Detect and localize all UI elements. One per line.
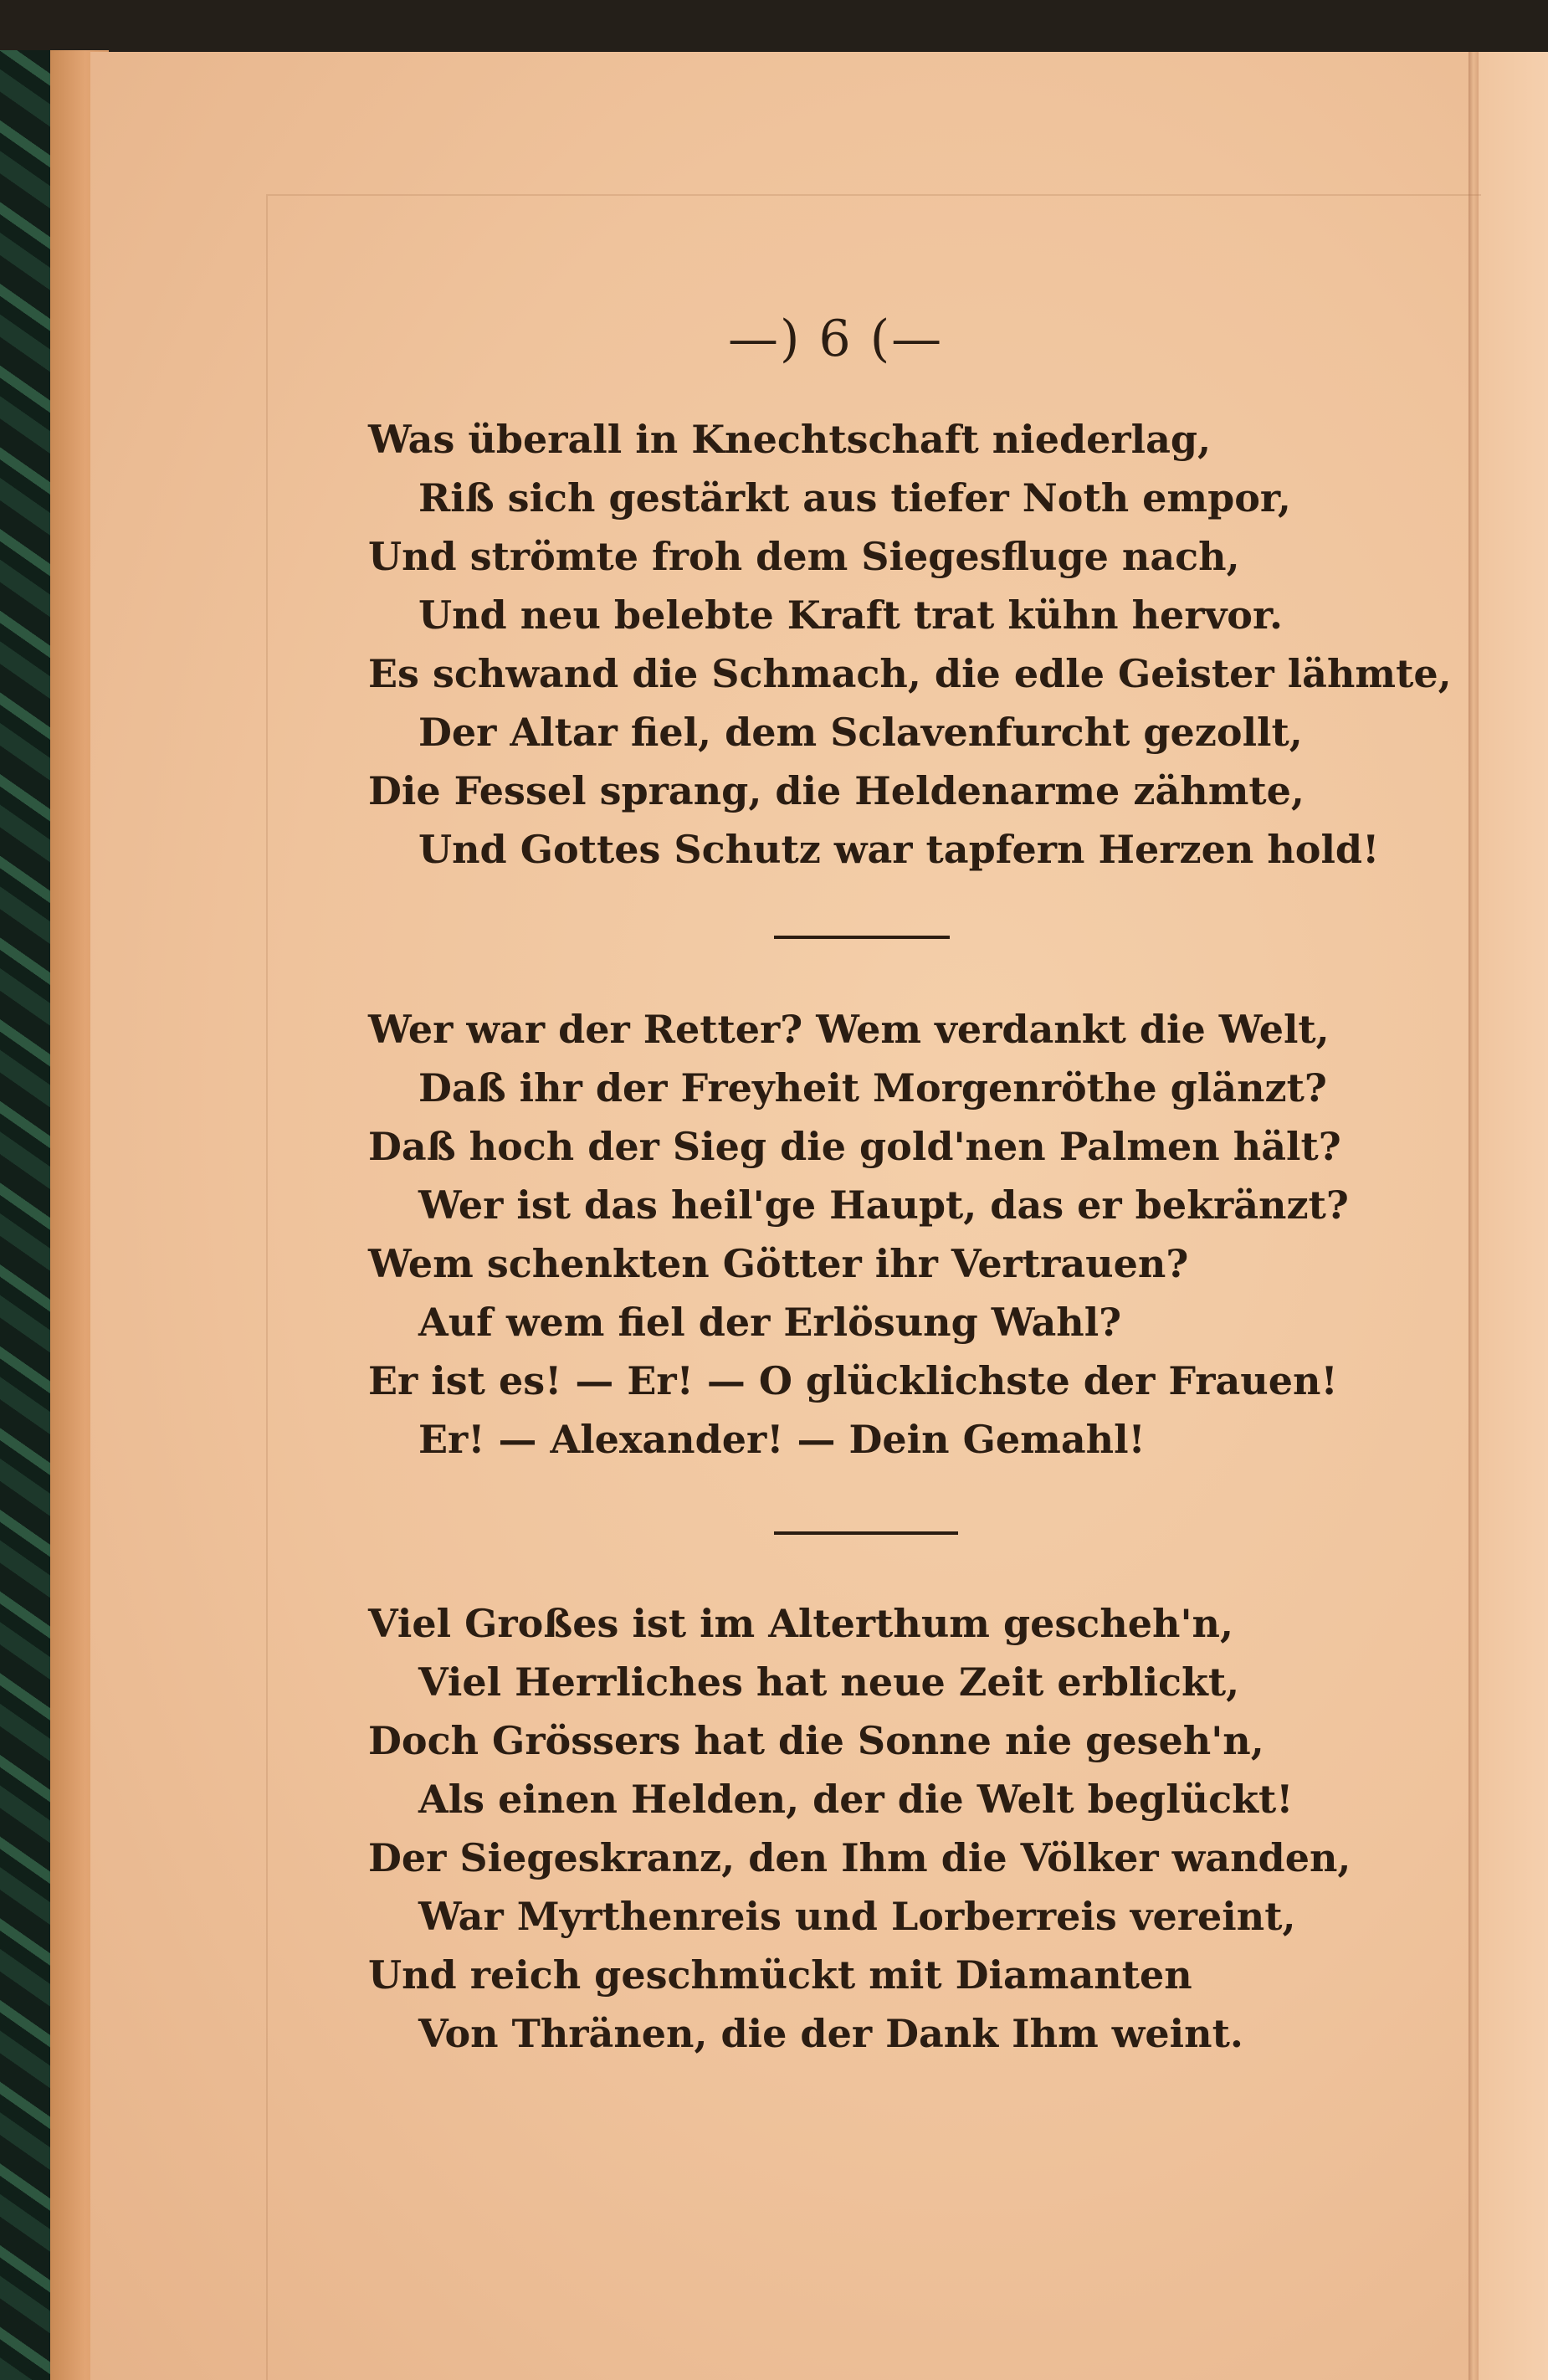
stanza-line: Doch Grössers hat die Sonne nie geseh'n, (368, 1718, 1264, 1763)
stanza-line: Viel Großes ist im Alterthum gescheh'n, (368, 1601, 1234, 1646)
stanza-line: Riß sich gestärkt aus tiefer Noth empor, (418, 475, 1291, 521)
stanza-line: War Myrthenreis und Lorberreis vereint, (418, 1894, 1296, 1939)
stanza-1 (368, 410, 1452, 879)
stanza-line: Und reich geschmückt mit Diamanten (368, 1952, 1192, 1998)
stanza-2 (368, 1000, 1372, 1469)
stanza-line: Und neu belebte Kraft trat kühn hervor. (418, 592, 1284, 638)
stanza-line: Und Gottes Schutz war tapfern Herzen hold! (418, 827, 1380, 872)
stanza-line: Und strömte froh dem Siegesfluge nach, (368, 534, 1240, 579)
stanza-line: Wem schenkten Götter ihr Vertrauen? (368, 1241, 1189, 1286)
stanza-line: Daß hoch der Sieg die gold'nen Palmen hält? (368, 1124, 1341, 1169)
stanza-line: Viel Herrliches hat neue Zeit erblickt, (418, 1659, 1240, 1705)
stanza-3 (368, 1594, 1372, 2063)
stanza-line: Es schwand die Schmach, die edle Geister lähmte, (368, 651, 1452, 696)
stanza-line: Der Siegeskranz, den Ihm die Völker wanden, (368, 1835, 1351, 1880)
stanza-line: Er ist es! — Er! — O glücklichste der Frauen! (368, 1358, 1338, 1403)
section-divider (774, 936, 950, 939)
stanza-line: Als einen Helden, der die Welt beglückt! (418, 1777, 1294, 1822)
stanza-line: Er! — Alexander! — Dein Gemahl! (418, 1417, 1146, 1462)
page-number: —) 6 (— (728, 310, 944, 368)
section-divider (774, 1531, 958, 1535)
stanza-line: Wer war der Retter? Wem verdankt die Welt, (368, 1007, 1330, 1052)
stanza-line: Der Altar fiel, dem Sclavenfurcht gezollt, (418, 710, 1303, 755)
stanza-line: Wer ist das heil'ge Haupt, das er bekränzt? (418, 1182, 1349, 1228)
stanza-line: Die Fessel sprang, die Heldenarme zähmte, (368, 768, 1305, 813)
stanza-line: Von Thränen, die der Dank Ihm weint. (418, 2011, 1243, 2056)
stanza-line: Was überall in Knechtschaft niederlag, (368, 417, 1212, 462)
facing-page-edge (1479, 52, 1548, 2380)
stanza-line: Auf wem fiel der Erlösung Wahl? (418, 1300, 1122, 1345)
stanza-line: Daß ihr der Freyheit Morgenröthe glänzt? (418, 1065, 1327, 1110)
